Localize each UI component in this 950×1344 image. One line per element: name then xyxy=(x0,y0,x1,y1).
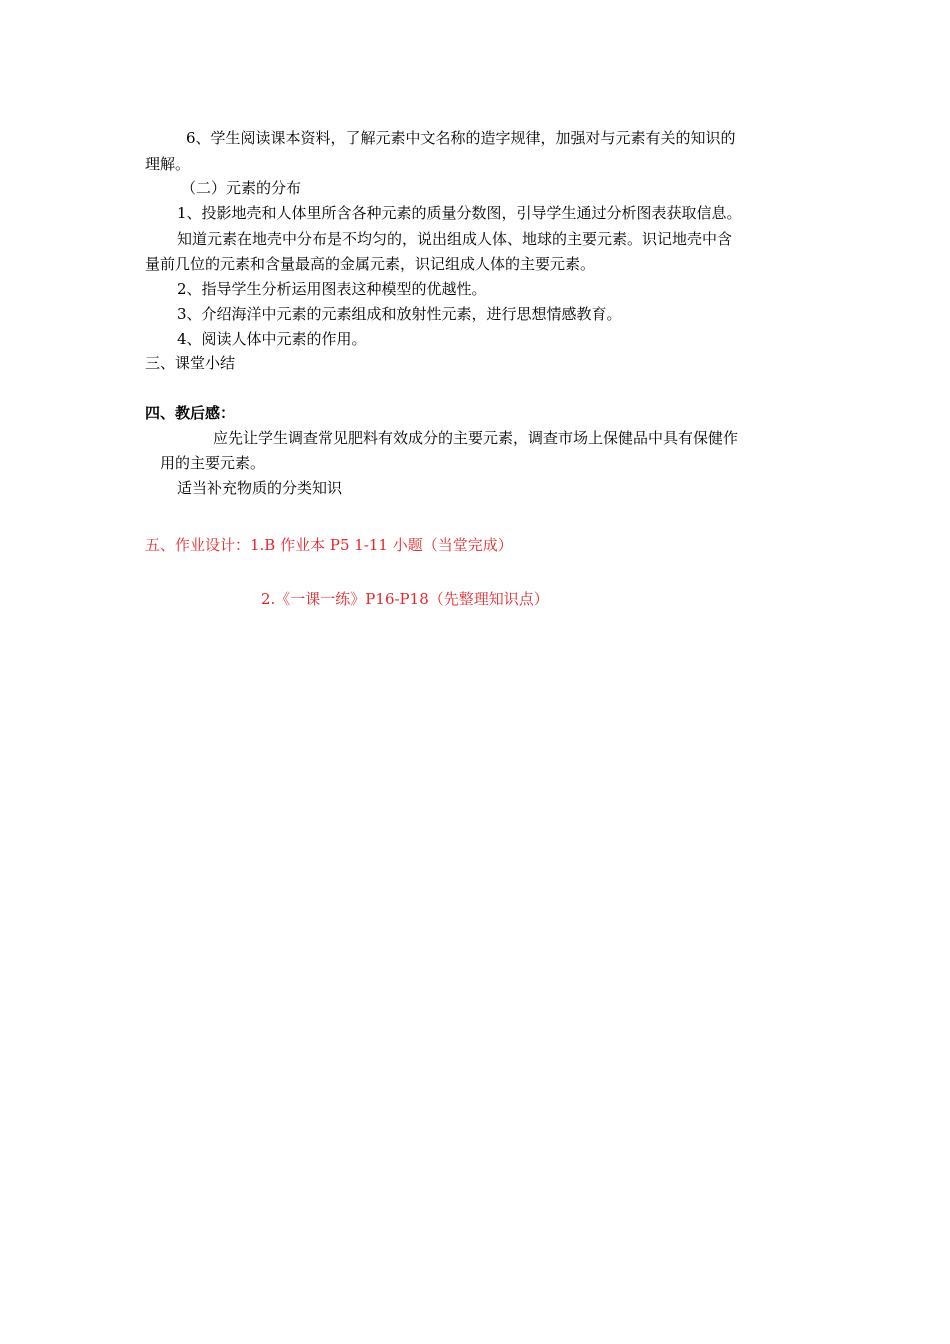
reflection-line-1: 应先让学生调查常见肥料有效成分的主要元素，调查市场上保健品中具有保健作 xyxy=(213,429,739,447)
homework-line-2: 2.《一课一练》P16-P18（先整理知识点） xyxy=(261,590,549,608)
summary-heading: 三、课堂小结 xyxy=(145,354,236,372)
item-6-line-1: 6、学生阅读课本资料，了解元素中文名称的造字规律，加强对与元素有关的知识的 xyxy=(186,129,736,147)
section-2-item-2: 2、指导学生分析运用图表这种模型的优越性。 xyxy=(177,280,487,298)
reflection-heading: 四、教后感： xyxy=(145,404,236,422)
reflection-line-3: 适当补充物质的分类知识 xyxy=(177,479,343,497)
section-2-item-1: 1、投影地壳和人体里所含各种元素的质量分数图，引导学生通过分析图表获取信息。 xyxy=(177,204,742,222)
section-2-heading: （二）元素的分布 xyxy=(181,179,302,197)
reflection-line-2: 用的主要元素。 xyxy=(160,454,266,472)
section-2-item-4: 4、阅读人体中元素的作用。 xyxy=(177,330,367,348)
section-2-paragraph-line-1: 知道元素在地壳中分布是不均匀的，说出组成人体、地球的主要元素。识记地壳中含 xyxy=(177,230,733,248)
homework-line-1: 五、作业设计：1.B 作业本 P5 1-11 小题（当堂完成） xyxy=(145,536,513,554)
section-2-item-3: 3、介绍海洋中元素的元素组成和放射性元素，进行思想情感教育。 xyxy=(177,305,622,323)
section-2-paragraph-line-2: 量前几位的元素和含量最高的金属元素，识记组成人体的主要元素。 xyxy=(145,255,596,273)
item-6-line-2: 理解。 xyxy=(145,155,191,173)
